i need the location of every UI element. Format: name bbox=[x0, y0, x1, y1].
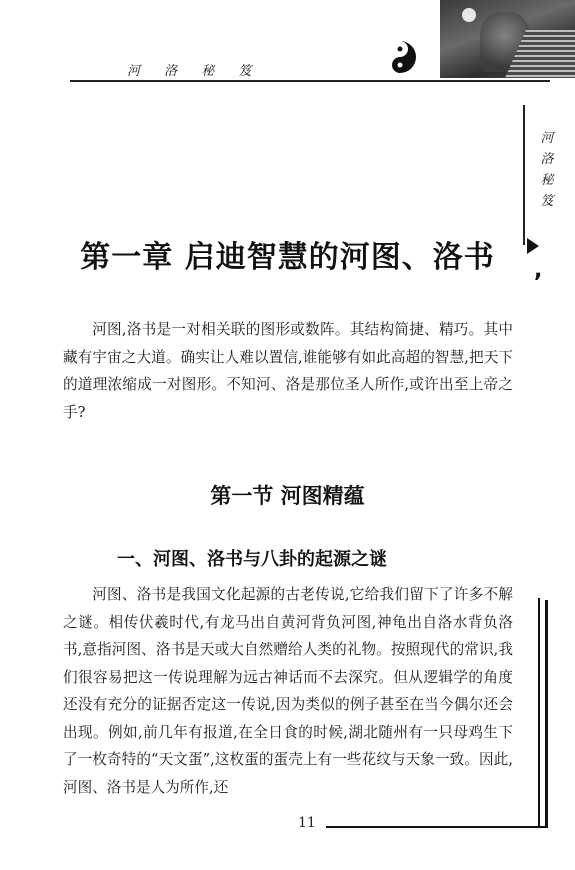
right-margin-rule bbox=[538, 598, 540, 826]
yin-yang-icon bbox=[383, 40, 417, 74]
side-comma-mark: , bbox=[534, 258, 543, 283]
page-number: 11 bbox=[298, 815, 316, 831]
moon-shape bbox=[462, 8, 476, 22]
side-vertical-rule bbox=[523, 105, 525, 245]
header-photo bbox=[440, 0, 575, 78]
chapter-title: 第一章 启迪智慧的河图、洛书 bbox=[80, 240, 495, 275]
running-header-title: 河 洛 秘 笈 bbox=[127, 64, 262, 79]
chapter-intro-paragraph: 河图,洛书是一对相关联的图形或数阵。其结构简捷、精巧。其中藏有宇宙之大道。确实让人难以置信,谁能够有如此高超的智慧,把天下的道理浓缩成一对图形。不知河、洛是那位圣人所作,或许出至上帝之手? bbox=[63, 321, 513, 421]
header-rule bbox=[70, 80, 550, 82]
right-margin-rule-thick bbox=[545, 600, 548, 828]
subsection-title: 一、河图、洛书与八卦的起源之谜 bbox=[117, 549, 387, 570]
footer-rule bbox=[326, 826, 546, 828]
section-title: 第一节 河图精蕴 bbox=[210, 484, 365, 508]
body-paragraph: 河图、洛书是我国文化起源的古老传说,它给我们留下了许多不解之谜。相传伏羲时代,有龙马出自黄河背负河图,神龟出自洛水背负洛书,意指河图、洛书是天或大自然赠给人类的礼物。按照现代的常识,我们很容易把这一传说理解为远古神话而不去深究。但从逻辑学的角度还没有充分的证据否定这一传说,因为类似的例子甚至在当今偶尔还会出现。例如,前几年有报道,在全日食的时候,湖北随州有一只母鸡生下了一枚奇特的“天文蛋”,这枚蛋的蛋壳上有一些花纹与天象一致。因此,河图、洛书是人为所作,还 bbox=[63, 586, 513, 796]
side-running-title: 河洛秘笈 bbox=[540, 131, 554, 209]
